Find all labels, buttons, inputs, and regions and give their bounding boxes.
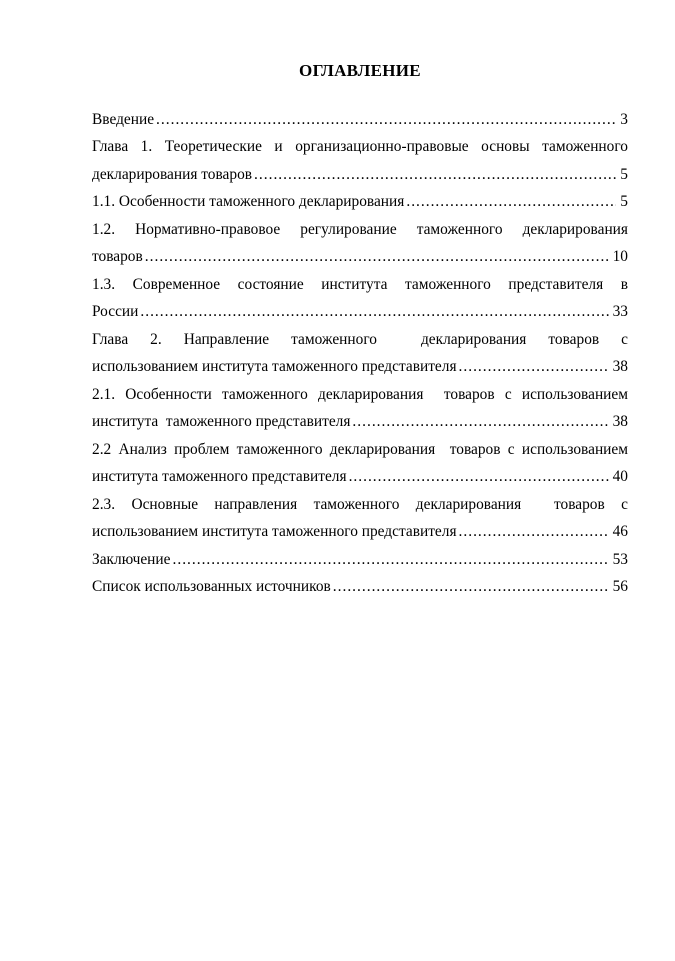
dot-leader xyxy=(331,573,609,601)
toc-entry-line xyxy=(92,408,628,436)
toc-entry-text: Глава 1. Теоретические и организационно-правовые основы таможенного xyxy=(92,138,628,155)
toc-entry-text: Введение xyxy=(92,110,155,128)
toc-entry[interactable] xyxy=(92,326,628,381)
toc-entry-text: Глава 2. Направление таможенного декларирования товаров с xyxy=(92,330,628,348)
toc-entry-text: 1.1. Особенности таможенного декларирования xyxy=(92,193,405,210)
toc-entry-line xyxy=(92,106,628,134)
toc-entry-line xyxy=(92,243,628,271)
page-number: 53 xyxy=(612,550,628,568)
toc-entry-line xyxy=(92,353,628,381)
toc-list xyxy=(92,106,628,601)
toc-entry-text: Список использованных источников xyxy=(92,578,331,595)
page-number: 33 xyxy=(612,303,628,320)
dot-leader xyxy=(457,518,609,546)
dot-leader xyxy=(350,408,608,436)
page-number: 56 xyxy=(612,578,628,595)
toc-entry-line xyxy=(92,518,628,546)
toc-entry[interactable] xyxy=(92,491,628,546)
toc-entry-text: 1.3. Современное состояние института таможенного представителя в xyxy=(92,275,628,293)
page-number: 46 xyxy=(612,523,628,540)
toc-entry-line xyxy=(92,546,628,574)
toc-entry-line xyxy=(92,298,628,326)
toc-entry-line xyxy=(92,188,628,216)
page-number: 10 xyxy=(612,248,628,265)
page-number: 40 xyxy=(612,468,628,485)
page-number: 38 xyxy=(612,358,628,375)
dot-leader xyxy=(252,161,616,189)
toc-entry[interactable] xyxy=(92,106,628,134)
toc-entry[interactable] xyxy=(92,546,628,574)
toc-entry-text: института таможенного представителя xyxy=(92,413,351,430)
toc-entry-text: Заключение xyxy=(92,550,171,568)
toc-entry[interactable] xyxy=(92,573,628,601)
dot-leader xyxy=(404,188,616,216)
toc-entry-text: использованием института таможенного представителя xyxy=(92,358,457,375)
toc-entry[interactable] xyxy=(92,271,628,326)
dot-leader xyxy=(154,106,616,134)
dot-leader xyxy=(143,243,609,271)
toc-entry[interactable] xyxy=(92,216,628,271)
dot-leader xyxy=(138,298,608,326)
toc-entry-text: товаров xyxy=(92,248,143,265)
page-number: 5 xyxy=(620,165,628,183)
toc-entry[interactable] xyxy=(92,133,628,188)
toc-entry-text: 2.2 Анализ проблем таможенного декларирования товаров с использованием xyxy=(92,440,628,458)
toc-entry-text: 2.1. Особенности таможенного декларирования товаров с использованием xyxy=(92,385,628,403)
toc-entry-line xyxy=(92,161,628,189)
toc-title: ОГЛАВЛЕНИЕ xyxy=(299,61,421,80)
toc-entry[interactable] xyxy=(92,188,628,216)
toc-content xyxy=(92,57,628,601)
toc-entry-text: декларирования товаров xyxy=(92,165,253,183)
page-number: 5 xyxy=(620,193,628,210)
page-number: 38 xyxy=(612,413,628,430)
toc-entry-line xyxy=(92,573,628,601)
toc-entry-line xyxy=(92,463,628,491)
toc-entry-text: России xyxy=(92,303,139,320)
toc-entry-text: института таможенного представителя xyxy=(92,468,347,485)
dot-leader xyxy=(347,463,609,491)
toc-entry-text: использованием института таможенного представителя xyxy=(92,523,457,540)
toc-entry-text: 1.2. Нормативно-правовое регулирование таможенного декларирования xyxy=(92,220,628,238)
page-number: 3 xyxy=(620,110,628,128)
dot-leader xyxy=(171,546,609,574)
toc-entry[interactable] xyxy=(92,381,628,436)
toc-entry[interactable] xyxy=(92,436,628,491)
toc-entry-text: 2.3. Основные направления таможенного декларирования товаров с xyxy=(92,495,628,513)
dot-leader xyxy=(457,353,609,381)
